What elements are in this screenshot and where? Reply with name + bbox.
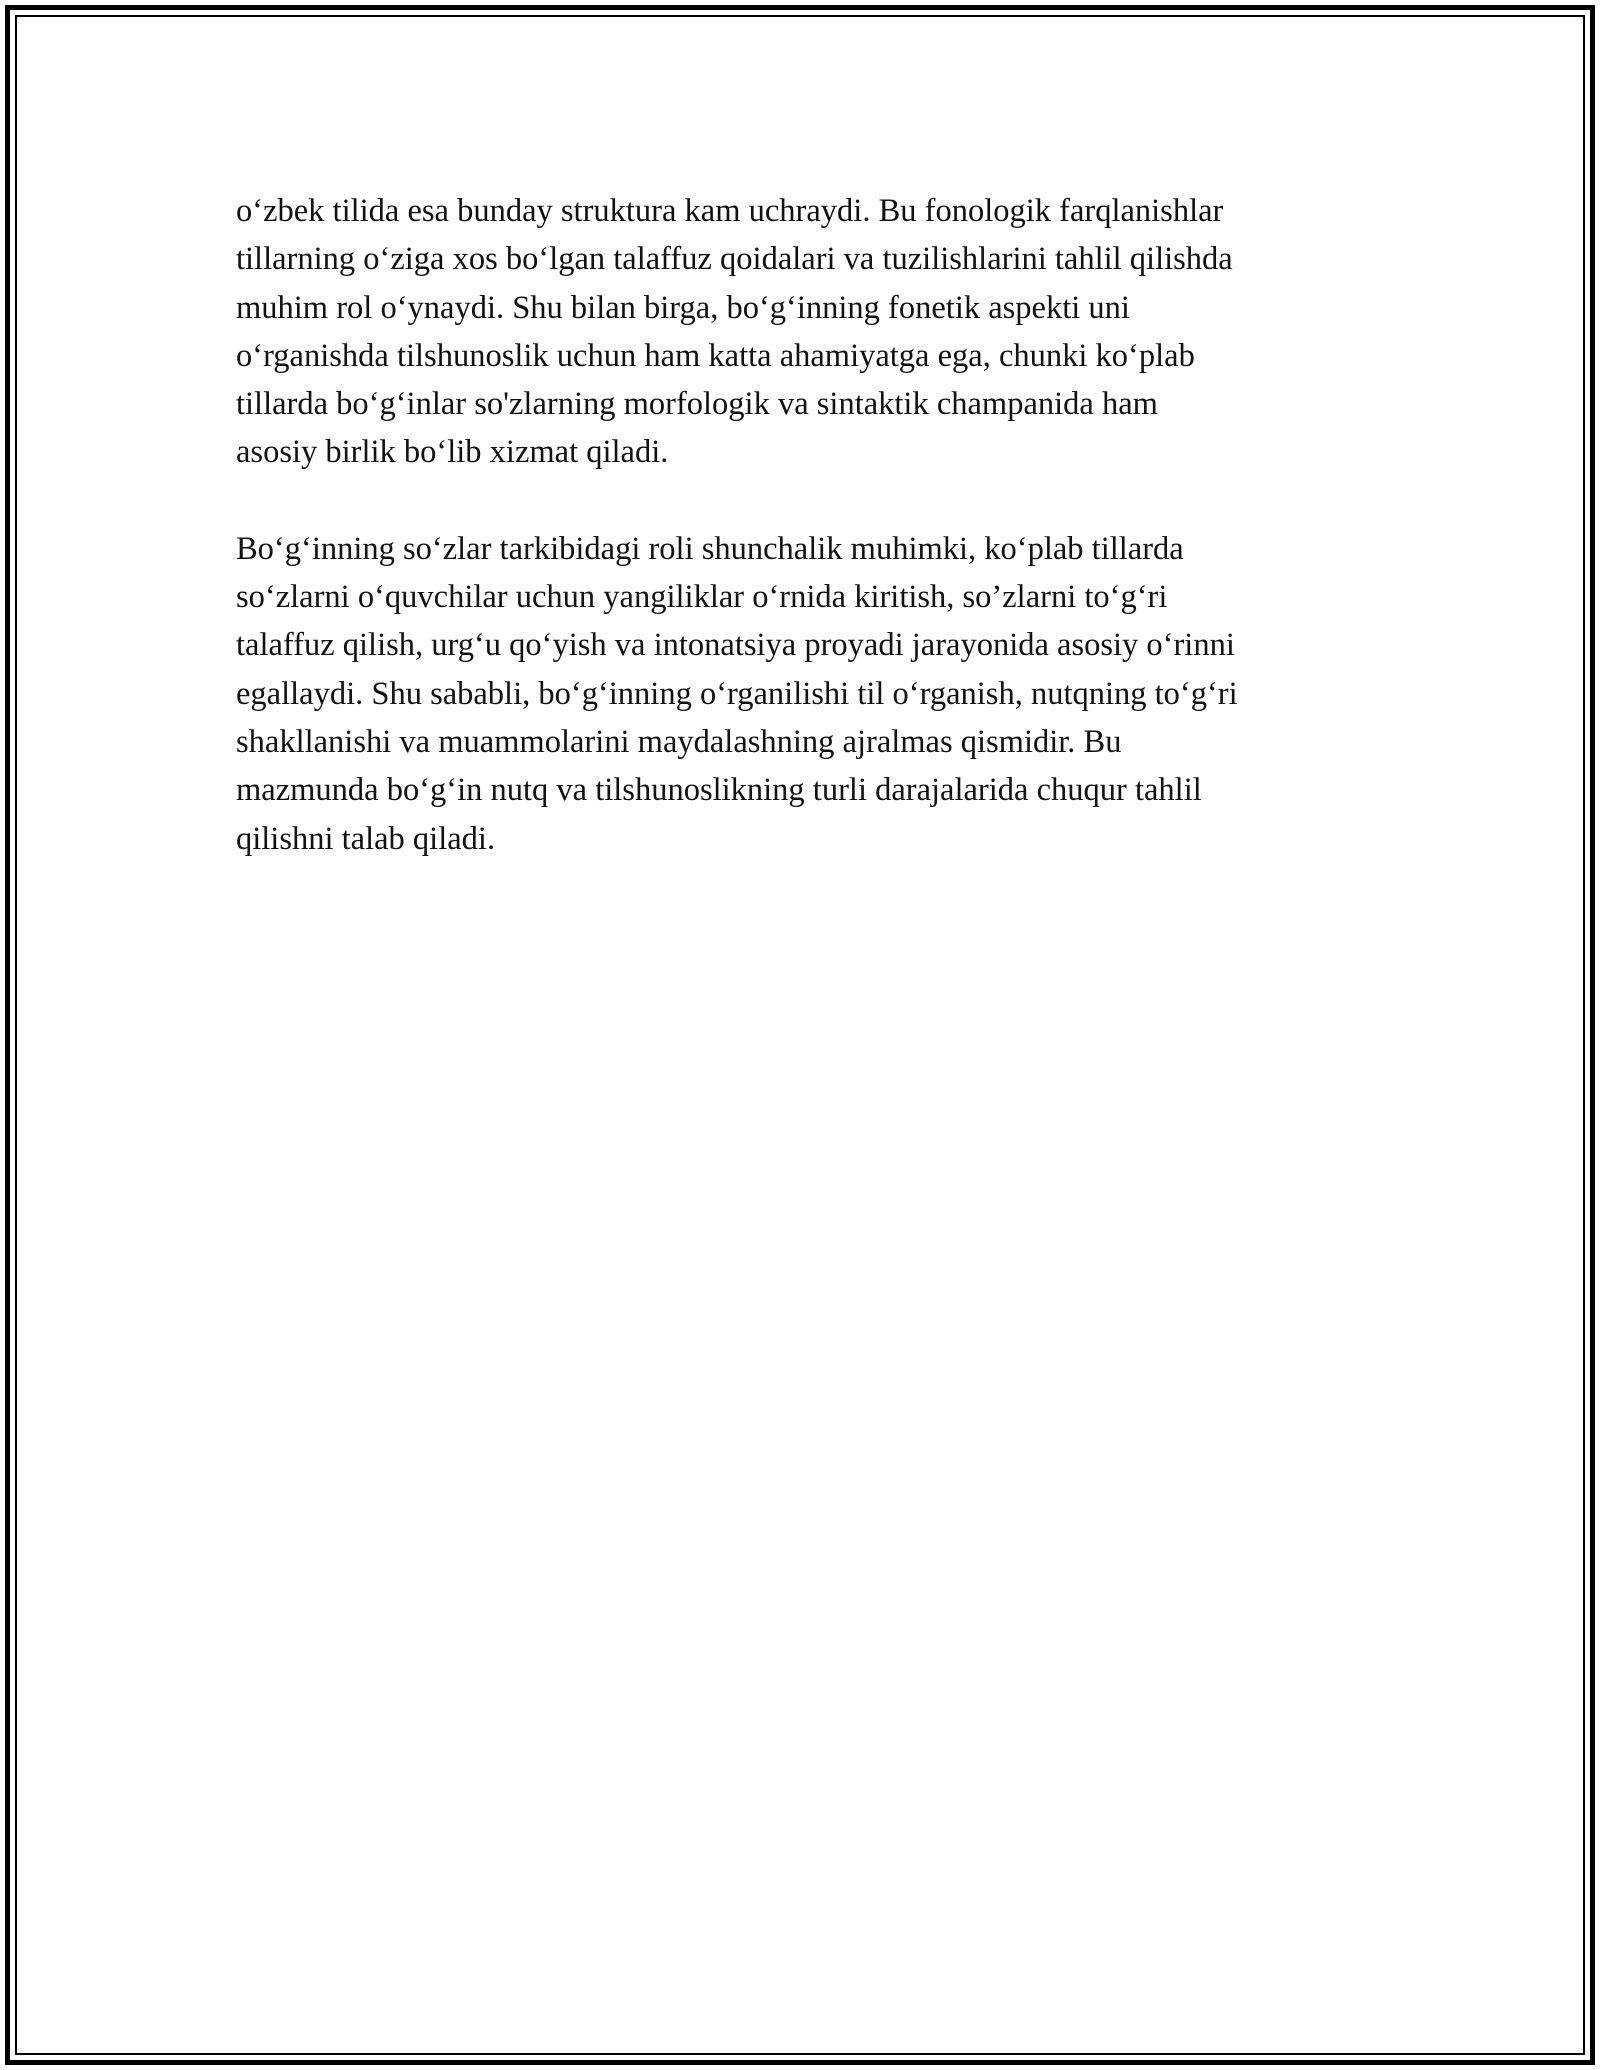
text-line: so‘zlarni o‘quvchilar uchun yangiliklar o‘rnida kiritish, so’zlarni to‘g‘ri — [236, 579, 1168, 616]
text-line: egallaydi. Shu sababli, bo‘g‘inning o‘rganilishi til o‘rganish, nutqning to‘g‘ri — [236, 675, 1238, 712]
text-line: o‘rganishda tilshunoslik uchun ham katta ahamiyatga ega, chunki ko‘plab — [236, 337, 1195, 374]
text-line: mazmunda bo‘g‘in nutq va tilshunoslikning turli darajalarida chuqur tahlil — [236, 772, 1202, 809]
document-body — [236, 187, 1376, 863]
text-line: talaffuz qilish, urg‘u qo‘yish va intonatsiya proyadi jarayonida asosiy o‘rinni — [236, 627, 1235, 664]
text-line: muhim rol o‘ynaydi. Shu bilan birga, bo‘g‘inning fonetik aspekti uni — [236, 289, 1130, 326]
text-line: Bo‘g‘inning so‘zlar tarkibidagi roli shunchalik muhimki, ko‘plab tillarda — [236, 530, 1184, 567]
paragraph-2 — [236, 525, 1376, 863]
text-line: tillarda bo‘g‘inlar so'zlarning morfologik va sintaktik champanida ham — [236, 386, 1158, 423]
text-line: shakllanishi va muammolarini maydalashning ajralmas qismidir. Bu — [236, 723, 1122, 760]
paragraph-1 — [236, 187, 1376, 477]
text-line: qilishni talab qiladi. — [236, 820, 496, 857]
text-line: tillarning o‘ziga xos bo‘lgan talaffuz qoidalari va tuzilishlarini tahlil qilishda — [236, 241, 1233, 278]
text-line: asosiy birlik bo‘lib xizmat qiladi. — [236, 434, 669, 471]
text-line: o‘zbek tilida esa bunday struktura kam uchraydi. Bu fonologik farqlanishlar — [236, 193, 1224, 229]
